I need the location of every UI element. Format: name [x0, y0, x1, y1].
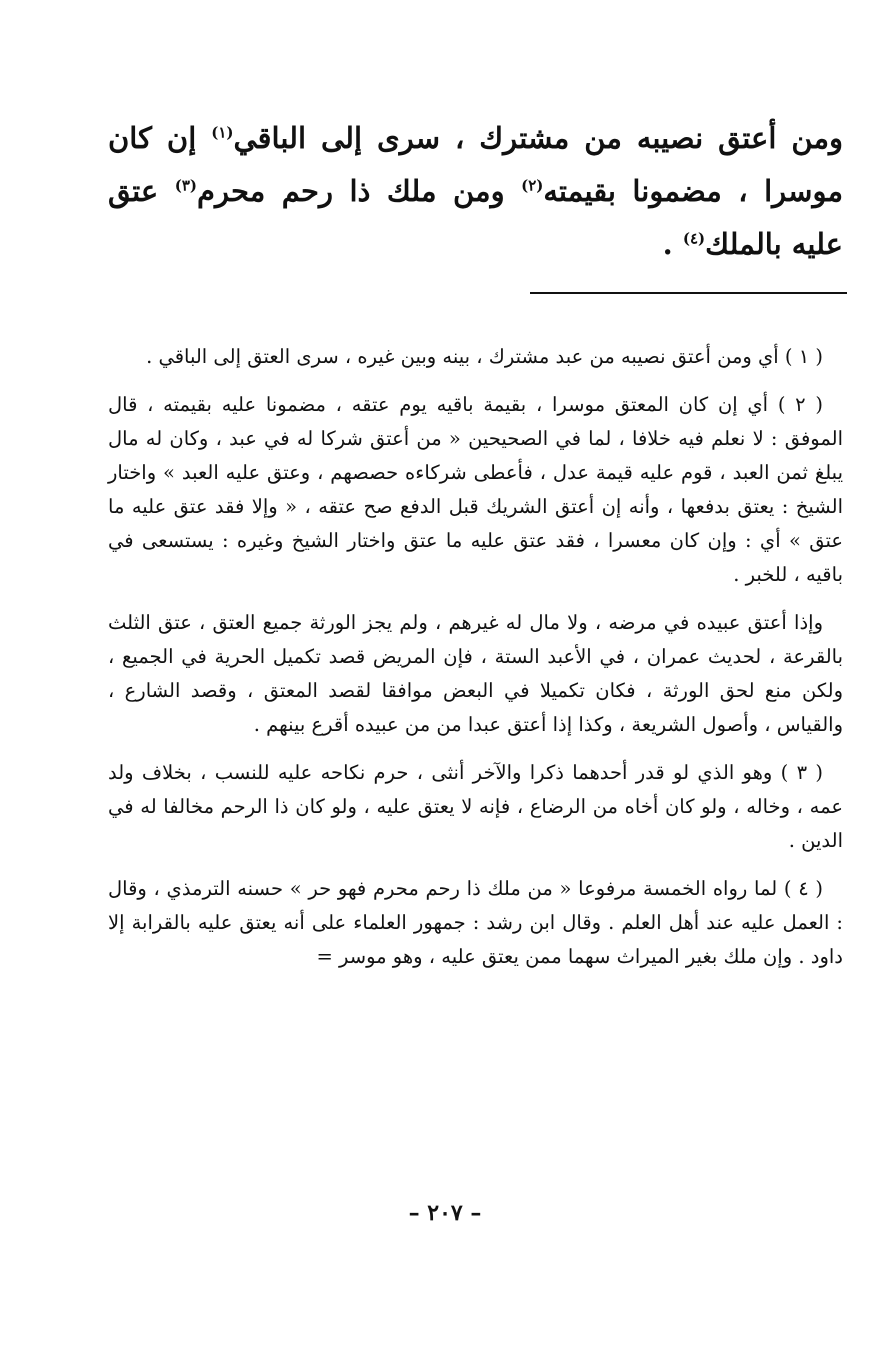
footnote-ref: (١) — [211, 123, 234, 142]
footnote-4: ( ٤ ) لما رواه الخمسة مرفوعا « من ملك ذا رحم محرم فهو حر » حسنه الترمذي ، وقال : العمل عليه عند أهل العلم . وقال ابن رشد : جمهور العلماء على أنه يعتق عليه بالقرابة إلا داود . وإن ملك بغير الميراث سهما ممن يعتق عليه ، وهو موسر = — [108, 877, 843, 968]
footnote-separator — [530, 292, 847, 294]
main-text-part: . — [662, 227, 683, 261]
footnote-2: ( ٢ ) أي إن كان المعتق موسرا ، بقيمة باقيه يوم عتقه ، مضمونا عليه بقيمته ، قال الموفق : لا نعلم فيه خلافا ، لما في الصحيحين « من أعتق شركا له في عبد ، وكان له مال يبلغ ثمن العبد ، قوم عليه قيمة عدل ، فأعطى شركاءه حصصهم ، وعتق عليه العبد » واختار الشيخ : يعتق بدفعها ، وأنه إن أعتق الشريك قبل الدفع صح عتقه ، « وإلا فقد عتق عليه ما عتق » أي : وإن كان معسرا ، فقد عتق عليه ما عتق واختار الشيخ وغيره : يستسعى في باقيه ، للخبر . — [108, 393, 843, 586]
footnote-3: ( ٣ ) وهو الذي لو قدر أحدهما ذكرا والآخر أنثى ، حرم نكاحه عليه للنسب ، بخلاف ولد عمه ، وخاله ، ولو كان أخاه من الرضاع ، فإنه لا يعتق عليه ، ولو كان ذا الرحم مخالفا له في الدين . — [108, 761, 843, 852]
footnote-1: ( ١ ) أي ومن أعتق نصيبه من عبد مشترك ، بينه وبين غيره ، سرى العتق إلى الباقي . — [146, 345, 823, 368]
footnote-ref: (٣) — [174, 176, 198, 195]
main-text-part: ومن ملك ذا رحم محرم — [197, 174, 522, 208]
main-text-part: عتق عليه بالملك — [108, 174, 843, 261]
main-text — [108, 112, 843, 271]
footnote-2-continued: وإذا أعتق عبيده في مرضه ، ولا مال له غيرهم ، ولم يجز الورثة جميع العتق ، عتق الثلث بالقرعة ، لحديث عمران ، في الأعبد الستة ، فإن المريض قصد تكميل الحرية في الجميع ، ولكن منع لحق الورثة ، فكان تكميلا في البعض موافقا لقصد المعتق ، وقصد الشارع ، والقياس ، وأصول الشريعة ، وكذا إذا أعتق عبدا من من عبيده أقرع بينهم . — [108, 611, 843, 736]
main-text-part: ومن أعتق نصيبه من مشترك ، سرى إلى الباقي — [233, 121, 843, 155]
footnotes — [108, 340, 843, 988]
footnote-ref: (٢) — [521, 176, 544, 195]
footnote-ref: (٤) — [682, 229, 706, 248]
page-number: – ٢٠٧ – — [408, 1200, 482, 1226]
main-text-part: إن كان موسرا ، مضمونا بقيمته — [108, 121, 843, 208]
